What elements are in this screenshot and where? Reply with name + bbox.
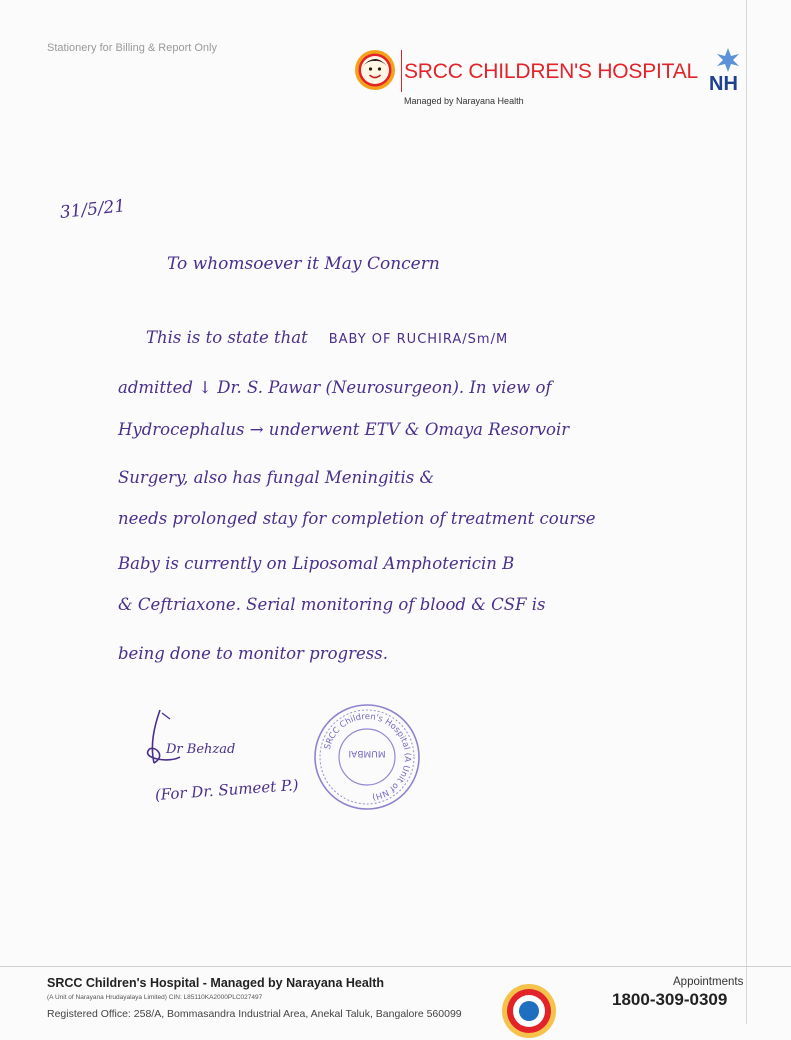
- nh-logo-icon: [708, 46, 748, 92]
- signatory-on-behalf: (For Dr. Sumeet P.): [154, 775, 300, 804]
- letter-date: 31/5/21: [58, 196, 127, 223]
- footer-accreditation-badge-icon: [500, 982, 558, 1040]
- svg-text:NH: NH: [709, 73, 738, 92]
- letter-salutation: To whomsoever it May Concern: [167, 254, 440, 274]
- letter-line: & Ceftriaxone. Serial monitoring of blood & CSF is: [118, 595, 546, 614]
- patient-name: BABY OF RUCHIRA/Sm/M: [328, 332, 509, 347]
- footer-rule: [0, 966, 791, 967]
- letter-line: Hydrocephalus → underwent ETV & Omaya Resorvoir: [118, 420, 570, 439]
- srcc-child-logo-icon: [354, 49, 396, 91]
- hospital-name: SRCC CHILDREN'S HOSPITAL: [404, 60, 699, 83]
- appointments-number: 1800-309-0309: [612, 990, 728, 1009]
- letter-line: Baby is currently on Liposomal Amphotericin B: [118, 554, 515, 573]
- letter-line: admitted ↓ Dr. S. Pawar (Neurosurgeon). In view of: [118, 378, 552, 397]
- signature-flourish: [140, 705, 290, 775]
- svg-text:SRCC Children's Hospital (A Un: SRCC Children's Hospital (A Unit of NH): [322, 711, 413, 802]
- letter-line: Surgery, also has fungal Meningitis &: [118, 468, 435, 487]
- letter-line-prefix: This is to state that: [146, 328, 308, 347]
- registered-office: Registered Office: 258/A, Bommasandra Industrial Area, Anekal Taluk, Bangalore 560099: [47, 1008, 462, 1020]
- appointments-label: Appointments: [673, 976, 744, 988]
- signatory-name: Dr Behzad: [166, 742, 236, 757]
- page-edge-line: [746, 0, 747, 1024]
- letter-line: [146, 328, 508, 347]
- stationery-note: Stationery for Billing & Report Only: [47, 42, 217, 54]
- header-divider: [401, 50, 402, 92]
- footer-title: SRCC Children's Hospital - Managed by Narayana Health: [47, 976, 385, 990]
- svg-text:MUMBAI: MUMBAI: [348, 748, 386, 758]
- footer-unit-line: (A Unit of Narayana Hrudayalaya Limited) CIN: L85110KA2000PLC027497: [47, 994, 263, 1001]
- hospital-stamp: [312, 702, 422, 812]
- letter-line: being done to monitor progress.: [118, 644, 388, 663]
- letter-line: needs prolonged stay for completion of treatment course: [118, 509, 596, 528]
- managed-by-line: Managed by Narayana Health: [404, 96, 524, 106]
